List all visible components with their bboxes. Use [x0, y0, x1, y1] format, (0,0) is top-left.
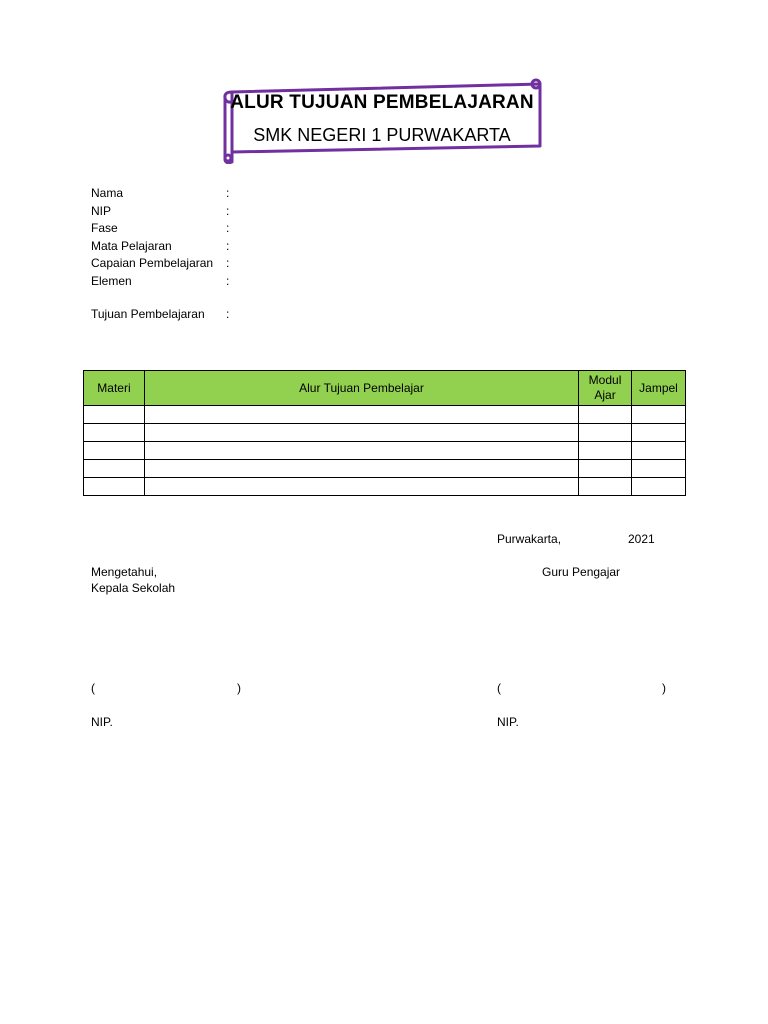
field-capaian-pembelajaran	[91, 255, 491, 273]
table-row	[84, 442, 686, 460]
field-colon: :	[226, 273, 230, 288]
header-alur-tujuan: Alur Tujuan Pembelajar	[144, 371, 578, 406]
field-elemen	[91, 273, 491, 291]
table-cell	[144, 460, 578, 478]
table-cell	[579, 478, 632, 496]
table-cell	[632, 442, 686, 460]
learning-flow-table	[83, 370, 686, 496]
field-nama	[91, 185, 491, 203]
title-banner	[218, 78, 546, 164]
school-name: SMK NEGERI 1 PURWAKARTA	[253, 125, 511, 145]
table-cell	[632, 478, 686, 496]
acknowledged-label: Mengetahui,	[91, 565, 158, 579]
table-row	[84, 460, 686, 478]
table-cell	[144, 424, 578, 442]
identity-fields	[91, 185, 491, 324]
header-materi: Materi	[84, 371, 145, 406]
table-header-row	[84, 371, 686, 406]
table-cell	[579, 460, 632, 478]
table-cell	[632, 406, 686, 424]
table-cell	[84, 424, 145, 442]
table-cell	[84, 406, 145, 424]
field-fase	[91, 220, 491, 238]
field-label: Mata Pelajaran	[91, 238, 172, 253]
table-row	[84, 406, 686, 424]
header-modul-ajar	[579, 371, 632, 406]
table-cell	[84, 442, 145, 460]
header-jampel: Jampel	[632, 371, 686, 406]
table-cell	[84, 478, 145, 496]
table-cell	[579, 424, 632, 442]
teacher-role: Guru Pengajar	[542, 565, 621, 579]
document-title: ALUR TUJUAN PEMBELAJARAN	[230, 92, 534, 113]
table-cell	[579, 442, 632, 460]
table-row	[84, 478, 686, 496]
field-label: Tujuan Pembelajaran	[91, 307, 205, 321]
scroll-banner-shape	[218, 78, 546, 164]
left-name-paren-open: (	[91, 681, 95, 695]
table-row	[84, 424, 686, 442]
table-cell	[84, 460, 145, 478]
header-modul-ajar-text: Modul Ajar	[588, 373, 622, 402]
table-cell	[144, 478, 578, 496]
signature-year: 2021	[628, 532, 655, 546]
field-colon: :	[226, 203, 230, 218]
field-mata-pelajaran	[91, 238, 491, 256]
table-cell	[144, 442, 578, 460]
principal-nip: NIP.	[91, 715, 113, 729]
field-colon: :	[226, 221, 230, 235]
field-nip	[91, 203, 491, 221]
field-label: Nama	[91, 186, 124, 200]
field-label: Fase	[91, 221, 118, 235]
right-name-paren-close: )	[662, 681, 666, 695]
table-cell	[579, 406, 632, 424]
table-cell	[632, 424, 686, 442]
field-label: NIP	[91, 203, 112, 218]
teacher-nip: NIP.	[497, 715, 519, 729]
field-tujuan-pembelajaran	[91, 306, 491, 324]
table-cell	[632, 460, 686, 478]
principal-role: Kepala Sekolah	[91, 581, 176, 595]
field-label: Elemen	[91, 273, 132, 288]
field-colon: :	[226, 238, 230, 253]
signature-place: Purwakarta,	[497, 532, 562, 546]
field-colon: :	[226, 256, 230, 270]
field-label: Capaian Pembelajaran	[91, 256, 214, 270]
right-name-paren-open: (	[497, 681, 501, 695]
field-colon: :	[226, 186, 230, 200]
field-colon: :	[226, 307, 230, 321]
left-name-paren-close: )	[237, 681, 241, 695]
table-cell	[144, 406, 578, 424]
